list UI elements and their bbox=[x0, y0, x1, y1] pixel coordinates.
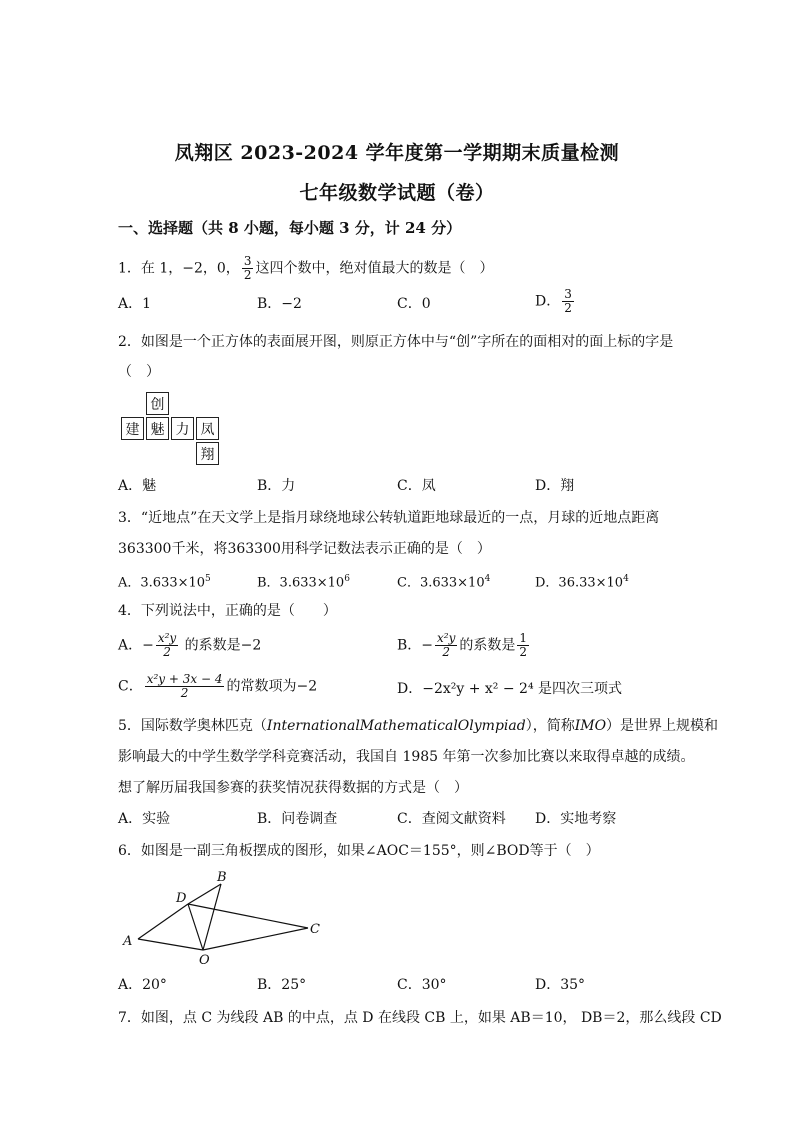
q4-b-fraction bbox=[435, 632, 457, 659]
q5-option-d[interactable]: D．实地考察 bbox=[535, 811, 617, 827]
question-5-stem-cont2: 想了解历届我国参赛的获奖情况获得数据的方式是（ ） bbox=[118, 780, 468, 796]
q4-b-coef-den: 2 bbox=[519, 645, 528, 659]
point-o-label: O bbox=[199, 953, 210, 966]
q2-option-d[interactable]: D．翔 bbox=[535, 478, 575, 494]
q6-option-b[interactable]: B．25° bbox=[257, 977, 307, 993]
question-3-stem-cont: 363300千米，将363300用科学记数法表示正确的是（ ） bbox=[118, 541, 491, 557]
q4-c-fraction bbox=[145, 673, 225, 700]
q4-a-den: 2 bbox=[163, 645, 171, 659]
q5-olympiad-name: InternationalMathematicalOlympiad bbox=[266, 718, 526, 734]
q1-fraction bbox=[242, 255, 254, 282]
question-2-stem-cont: （ ） bbox=[118, 364, 160, 380]
q4-b-coef-num: 1 bbox=[519, 631, 528, 645]
q5-option-a[interactable]: A．实验 bbox=[118, 811, 171, 827]
question-5-stem-cont: 影响最大的中学生数学学科竞赛活动，我国自 1985 年第一次参加比赛以来取得卓越的成绩。 bbox=[118, 749, 695, 765]
q4-b-coef-fraction bbox=[517, 632, 529, 659]
point-a-label: A bbox=[123, 934, 133, 949]
question-3-stem: 3．“近地点”在天文学上是指月球绕地球公转轨道距地球最近的一点，月球的近地点距离 bbox=[118, 510, 660, 526]
q4-c-num: x²y + 3x − 4 bbox=[146, 672, 223, 686]
segment-dc bbox=[188, 904, 308, 928]
q3-option-d[interactable] bbox=[535, 569, 629, 593]
q2-option-b[interactable]: B．力 bbox=[257, 478, 296, 494]
point-b-label: B bbox=[217, 870, 227, 885]
question-2-stem: 2．如图是一个正方体的表面展开图，则原正方体中与“创”字所在的面相对的面上标的字是 bbox=[118, 334, 674, 350]
q4-b-num: x²y bbox=[437, 631, 456, 645]
cube-face-feng: 凤 bbox=[196, 417, 219, 440]
q4-a-label: A．− bbox=[118, 637, 154, 654]
q3-option-b[interactable] bbox=[257, 569, 350, 593]
q3-d-base: D．36.33×10 bbox=[535, 575, 624, 591]
cube-face-xiang: 翔 bbox=[196, 442, 219, 465]
q3-option-a[interactable] bbox=[118, 569, 211, 593]
q4-b-label: B．− bbox=[397, 637, 434, 654]
q1-d-den: 2 bbox=[564, 301, 572, 315]
q1-option-d-fraction bbox=[562, 288, 574, 315]
q3-b-base: B．3.633×10 bbox=[257, 575, 345, 591]
q4-a-num: x²y bbox=[157, 631, 177, 645]
question-7-stem: 7．如图，点 C 为线段 AB 的中点，点 D 在线段 CB 上，如果 AB＝10， DB＝2，那么线段 CD bbox=[118, 1010, 722, 1026]
point-c-label: C bbox=[310, 922, 320, 937]
q1-frac-num: 3 bbox=[243, 254, 252, 268]
q5-pre: 5．国际数学奥林匹克（ bbox=[118, 718, 267, 734]
q3-d-exp: 4 bbox=[623, 574, 629, 584]
q3-c-base: C．3.633×10 bbox=[397, 575, 485, 591]
q5-post: ）是世界上规模和 bbox=[606, 718, 719, 734]
triangle-set-figure bbox=[118, 866, 338, 966]
q1-option-c[interactable]: C．0 bbox=[397, 296, 431, 312]
segment-oc bbox=[203, 928, 308, 950]
point-d-label: D bbox=[176, 891, 187, 906]
q3-c-exp: 4 bbox=[484, 574, 491, 584]
q2-option-c[interactable]: C．凤 bbox=[397, 478, 436, 494]
q5-imo: IMO bbox=[574, 718, 607, 734]
q1-d-num: 3 bbox=[564, 287, 572, 301]
segment-ao bbox=[138, 939, 203, 950]
q6-option-a[interactable]: A．20° bbox=[118, 977, 167, 993]
q3-a-base: A．3.633×10 bbox=[118, 575, 206, 591]
segment-do bbox=[188, 904, 203, 950]
question-5-stem bbox=[118, 716, 718, 736]
q5-option-b[interactable]: B．问卷调查 bbox=[257, 811, 338, 827]
q4-c-den: 2 bbox=[180, 686, 189, 700]
question-1-stem bbox=[118, 255, 493, 282]
q3-b-exp: 6 bbox=[344, 574, 350, 584]
q6-option-c[interactable]: C．30° bbox=[397, 977, 447, 993]
q1-stem-pre: 1．在 1，−2，0， bbox=[118, 260, 240, 277]
cube-face-chuang: 创 bbox=[146, 392, 169, 415]
q4-c-post: 的常数项为−2 bbox=[226, 678, 318, 695]
q3-a-exp: 5 bbox=[205, 574, 211, 584]
q1-option-a[interactable]: A．1 bbox=[118, 296, 152, 312]
q4-option-c[interactable] bbox=[118, 673, 317, 700]
q1-option-b[interactable]: B．−2 bbox=[257, 296, 302, 312]
segment-ad bbox=[138, 904, 188, 939]
q6-option-d[interactable]: D．35° bbox=[535, 977, 586, 993]
cube-net-figure bbox=[121, 392, 225, 467]
exam-subtitle: 七年级数学试题（卷） bbox=[299, 182, 495, 204]
q4-c-label: C． bbox=[118, 678, 143, 695]
q4-option-b[interactable] bbox=[397, 632, 531, 659]
q4-option-a[interactable] bbox=[118, 632, 261, 659]
q4-b-den: 2 bbox=[442, 645, 451, 659]
cube-face-li: 力 bbox=[171, 417, 194, 440]
q4-b-post: 的系数是 bbox=[459, 637, 516, 654]
q4-a-fraction bbox=[156, 632, 178, 659]
q4-option-d[interactable]: D．−2x²y + x² − 2⁴ 是四次三项式 bbox=[397, 681, 623, 697]
q5-mid: ），简称 bbox=[525, 718, 575, 734]
q4-a-post: 的系数是−2 bbox=[180, 637, 262, 654]
question-6-stem: 6．如图是一副三角板摆成的图形，如果∠AOC＝155°，则∠BOD等于（ ） bbox=[118, 843, 600, 859]
cube-face-jian: 建 bbox=[121, 417, 144, 440]
q1-option-d-label: D． bbox=[535, 293, 561, 310]
q3-option-c[interactable] bbox=[397, 569, 490, 593]
q2-option-a[interactable]: A．魅 bbox=[118, 478, 157, 494]
q5-option-c[interactable]: C．查阅文献资料 bbox=[397, 811, 506, 827]
q1-frac-den: 2 bbox=[243, 268, 252, 282]
q1-option-d[interactable] bbox=[535, 288, 576, 315]
cube-face-mei: 魅 bbox=[146, 417, 169, 440]
section-heading: 一、选择题（共 8 小题，每小题 3 分，计 24 分） bbox=[118, 219, 462, 237]
question-4-stem: 4．下列说法中，正确的是（ ） bbox=[118, 603, 337, 619]
q1-stem-post: 这四个数中，绝对值最大的数是（ ） bbox=[255, 260, 494, 277]
exam-title: 凤翔区 2023-2024 学年度第一学期期末质量检测 bbox=[174, 142, 620, 164]
